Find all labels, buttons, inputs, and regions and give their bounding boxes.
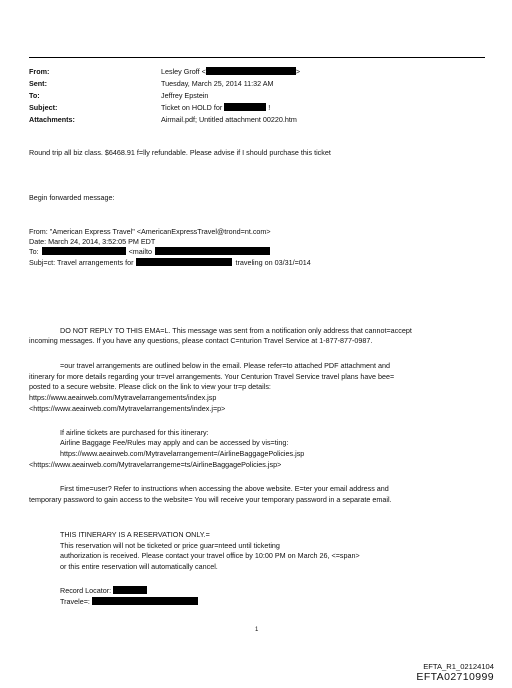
airline-link-1[interactable]: https://www.aeairweb.com/Mytravelarrangement=/AirlineBaggagePolicies.jsp: [60, 449, 305, 458]
from-label: From:: [29, 67, 50, 76]
top-divider: [29, 57, 485, 58]
fwd-to: [29, 247, 270, 256]
redaction-block: [42, 247, 126, 255]
redaction-block: [136, 258, 232, 266]
intro-line: Round trip all biz class. $6468.91 f=lly refundable. Please advise if I should purchase this ticket: [29, 148, 331, 157]
page-number: 1: [255, 627, 259, 633]
subject-text: Ticket on HOLD for: [161, 103, 223, 112]
airline-line-1: If airline tickets are purchased for this itinerary:: [60, 428, 209, 437]
reservation-line-4: or this entire reservation will automatically cancel.: [60, 562, 218, 571]
footer-id-small: EFTA_R1_02124104: [423, 662, 494, 671]
redaction-block: [92, 597, 198, 605]
arrangements-line-3: posted to a secure website. Please click on the link to view your tr=p details:: [29, 382, 271, 391]
to-label: To:: [29, 91, 40, 100]
attachments-value: Airmail.pdf; Untitled attachment 00220.htm: [161, 115, 297, 124]
traveler-label: Travele=:: [60, 597, 90, 606]
reservation-line-2: This reservation will not be ticketed or price guar=nteed until ticketing: [60, 541, 280, 550]
fwd-to-mailto: <mailto: [128, 247, 152, 256]
subject-suffix: !: [268, 103, 271, 112]
from-name: Lesley Groff <: [161, 67, 206, 76]
arrangements-line-1: =our travel arrangements are outlined below in the email. Please refer=to attached PDF attachment and: [60, 361, 391, 370]
subject-label: Subject:: [29, 103, 58, 112]
fwd-subject-suffix: traveling on 03/31/=014: [235, 258, 311, 267]
footer-id-large: EFTA02710999: [416, 671, 494, 683]
redaction-block: [155, 247, 270, 255]
sent-value: Tuesday, March 25, 2014 11:32 AM: [161, 79, 274, 88]
fwd-subject: [29, 258, 311, 267]
first-time-line-2: temporary password to gain access to the website= You will receive your temporary password in a separate email.: [29, 495, 392, 504]
fwd-subject-prefix: Subj=ct: Travel arrangements for: [29, 258, 134, 267]
first-time-line-1: First time=user? Refer to instructions when accessing the above website. E=ter your email address and: [60, 484, 389, 493]
traveler: [60, 597, 198, 606]
to-value: Jeffrey Epstein: [161, 91, 209, 100]
begin-forwarded: Begin forwarded message:: [29, 193, 115, 202]
attachments-label: Attachments:: [29, 115, 75, 124]
redaction-block: [224, 103, 266, 111]
from-value: [161, 67, 300, 77]
airline-line-2: Airline Baggage Fee/Rules may apply and can be accessed by vis=ting:: [60, 438, 289, 447]
subject-value: [161, 103, 270, 113]
arrangements-line-2: itinerary for more details regarding your tr=vel arrangements. Your Centurion Travel Service travel plans have bee=: [29, 372, 395, 381]
record-locator-label: Record Locator:: [60, 586, 112, 595]
donot-line-2: incoming messages. If you have any questions, please contact C=nturion Travel Service at 1-877-877-0987.: [29, 336, 373, 345]
reservation-line-3: authorization is received. Please contact your travel office by 10:00 PM on March 26, <=span>: [60, 551, 360, 560]
sent-label: Sent:: [29, 79, 47, 88]
airline-link-2[interactable]: <https://www.aeairweb.com/Mytravelarrangeme=ts/AirlineBaggagePolicies.jsp>: [29, 460, 282, 469]
record-locator: [60, 586, 147, 595]
arrangements-link-2[interactable]: <https://www.aeairweb.com/Mytravelarrangements/index.j=p>: [29, 404, 226, 413]
fwd-date: Date: March 24, 2014, 3:52:05 PM EDT: [29, 237, 156, 246]
fwd-from: From: "American Express Travel" <AmericanExpressTravel@trond=nt.com>: [29, 227, 271, 236]
redaction-block: [206, 67, 296, 75]
arrangements-link-1[interactable]: https://www.aeairweb.com/Mytravelarrangements/index.jsp: [29, 393, 217, 402]
redaction-block: [113, 586, 147, 594]
from-suffix: >: [295, 67, 301, 76]
fwd-to-prefix: To:: [29, 247, 39, 256]
donot-line-1: DO NOT REPLY TO THIS EMA=L. This message was sent from a notification only address that cannot=accept: [60, 326, 412, 335]
reservation-line-1: THIS ITINERARY IS A RESERVATION ONLY.=: [60, 530, 210, 539]
